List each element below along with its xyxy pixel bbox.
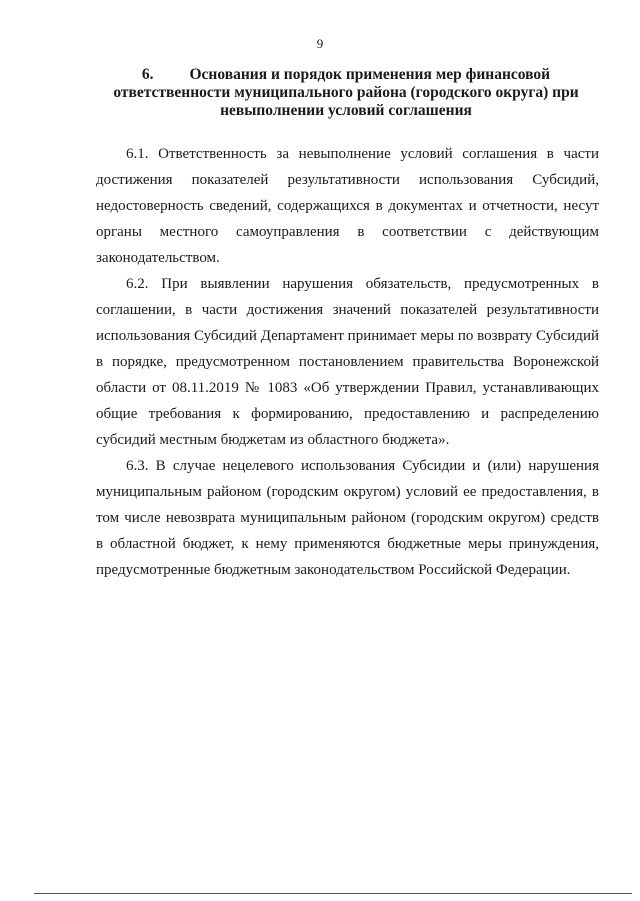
section-body	[96, 141, 599, 583]
paragraph-6-2: 6.2. При выявлении нарушения обязательств, предусмотренных в соглашении, в части достижения значений показателей результативности использования Субсидий Департамент принимает меры по возврату Субсидий в порядке, предусмотренном постановлением правительства Воронежской области от 08.11.2019 № 1083 «Об утверждении Правил, устанавливающих общие требования к формированию, предоставлению и распределению субсидий местным бюджетам из областного бюджета».	[96, 276, 599, 448]
section-title: Основания и порядок применения мер финансовой ответственности муниципального района (городского округа) при невыполнении условий соглашения	[113, 66, 579, 119]
section-number: 6.	[141, 66, 154, 83]
paragraph-6-1: 6.1. Ответственность за невыполнение условий соглашения в части достижения показателей результативности использования Субсидий, недостоверность сведений, содержащихся в документах и отчетности, несут органы местного самоуправления в соответствии с действующим законодательством.	[96, 146, 599, 266]
page-number: 9	[316, 36, 324, 51]
paragraph-6-3: 6.3. В случае нецелевого использования Субсидии и (или) нарушения муниципальным районом (городским округом) условий ее предоставления, в том числе невозврата муниципальным районом (городским округом) средств в областной бюджет, к нему применяются бюджетные меры принуждения, предусмотренные бюджетным законодательством Российской Федерации.	[96, 458, 599, 578]
footer-divider	[34, 893, 632, 894]
section-heading	[96, 66, 596, 120]
